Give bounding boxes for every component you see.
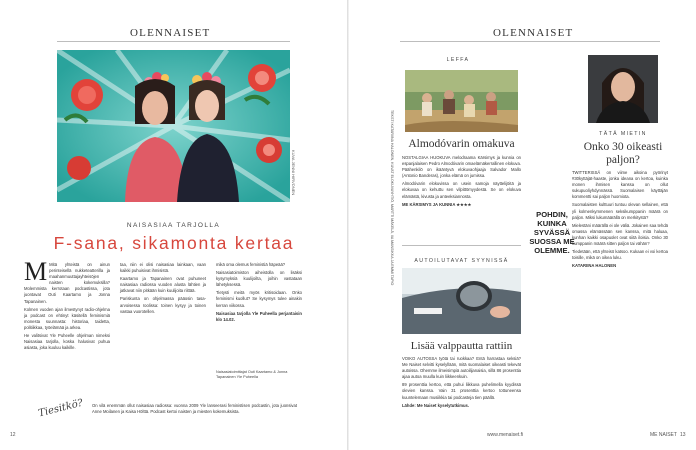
side-credit: TEKSTI KATARIINA HALONEN, KUVAT ELOKUVAYHTIÖ, MARTTI MÄKELÄ, IIA MANSIKKA JA EMMI TAPIO: [390, 110, 394, 286]
left-section-title: OLENNAISET: [130, 27, 211, 39]
columnist-portrait: [588, 55, 658, 123]
footer-url[interactable]: www.menaiset.fi: [487, 432, 524, 438]
paragraph: Kaartamo ja Tapanainen ovat puhuneet naisasiaa radiossa vuoden alusta lähtien ja jatkavat niin pitkään kuin kuulijoita riittää.: [120, 276, 206, 294]
paragraph: He valitsivat Yle Puheelle ohjelman nimeksi Naisasiaa tarjolla, koska halusivat puhua asiasta, joka kuuluu kaikille.: [24, 333, 110, 351]
right-section-title: OLENNAISET: [493, 27, 574, 39]
tiesitko-heading: Tiesitkö?: [37, 397, 85, 420]
paragraph: NOSTALGIAA HUOKUVA melodraama Kärsimys ja kunnia on espanjalaisen Pedro Almodóvarin omaelämäkerrallinen elokuva. Päähenkilö on ikääntyvä elokuvaohjaaja Salvador Mallo (Antonio Banderas), jonka elämä on jumissa.: [402, 155, 521, 179]
pull-quote: POHDIN, KUINKA SYVÄSSÄ SUOSSA ME OLEMME.: [529, 210, 575, 255]
article-kicker: NAISASIAA TARJOLLA: [126, 222, 221, 229]
paragraph: Lähde: Me Naiset kyselytutkimus.: [402, 402, 470, 408]
divider: [402, 245, 521, 246]
paragraph: Almodóvarin elokuvissa on usein samoja näyttelijöitä ja elokuvaa on kehuttu sen vilpittömyydestä. Se on elokuva elämästä, kivusta ja anteeksiannosta.: [402, 181, 521, 199]
tata-label: TÄTÄ MIETIN: [599, 131, 647, 137]
footer-magazine: ME NAISET: [650, 432, 677, 438]
article-column-1: [24, 257, 110, 353]
paragraph: Naisasiatoimiston aiheistolla on lisäksi kysymyksiä kuulijoilta, joihin vastataan lähetyksessä.: [216, 270, 302, 288]
paragraph: 89 prosenttia kertoo, että puhui liikkuva puhelimella kyydissä olevien kanssa. Vain 31 prosenttia kertoo tottuneensa kuuntelemaan musiikkia tai podcasteja tien päällä.: [402, 382, 521, 400]
auto-headline: Lisää valppautta rattiin: [410, 340, 513, 352]
hero-illustration: [57, 50, 290, 202]
tiesitko-text: On vilä enemmän ollut naisasiaa radiossa: vuonna 2009 Yle lanseerasi feministisen podcastin, jota juonsivat Anne Moilanen ja Kaisa Hölttä. Podcast kertoi naisten ja miesten kokemuksista.: [92, 403, 297, 415]
auto-label: AUTOILUTAVAT SYYNISSÄ: [414, 258, 509, 264]
hero-photo-credit: KUVA JENNI HIRVONEN: [291, 150, 296, 196]
paragraph: Tiedetään, että yhteisö katsoo. Kukaan ei voi kertoa toisille, mikä on oikea luku.: [572, 249, 668, 261]
paragraph: Mielestäni määrällä ei ole väliä. Jokainen saa tehdä omassa elämässään sen kanssa, mitä haluaa, kunhan kaikki osapuolet ovat siitä iloisia. Onko 30 kumppanin määrä sitten paljon tai vähän?: [572, 222, 668, 247]
paragraph: Naisasiaa tarjolla Yle Puheella perjantaisin klo 14.02.: [216, 310, 302, 322]
auto-body: [402, 356, 521, 411]
drop-cap: M: [24, 257, 48, 286]
tata-body: [572, 170, 668, 271]
leffa-scene: [405, 70, 518, 132]
right-section-rule: [400, 41, 660, 42]
auto-photo: [402, 268, 521, 334]
tata-headline: Onko 30 oikeasti paljon?: [583, 141, 663, 166]
paragraph: Pariskunta on ohjelmassa pääosin tasa-arvoisessa roolissa: toinen kysyy ja toinen vastaa vuorotellen.: [120, 296, 206, 314]
hero-photo: [57, 50, 290, 202]
paragraph: Kolmen vuoden ajan ilmestynyt radio-ohjelma ja podcast on ehtinyt käsitellä feminismiä monesta suunnasta: historiaa, taidetta, politiikkaa, työelämää ja arkea.: [24, 306, 110, 330]
article-headline: F-sana, sikamonta kertaa: [53, 233, 295, 253]
leffa-body: [402, 155, 521, 210]
auto-scene: [402, 268, 521, 334]
leffa-photo: [405, 70, 518, 132]
paragraph: VOIKO AUTOSSA työtä tai ruokkaa? Entä harrastaa seksiä? Me Naiset selvitti kyselyllään, mitä suomalaiset oikeasti tekevät autoissa. Ohemme ilmeisimpiä autoilijanaisia, sillä 86 prosenttia ajaa autoa muulla kuin liikkeenkuin.: [402, 356, 521, 380]
paragraph: Mitä yhteistä on ainun perinteisellä nukketeatterilla ja maahanmuuttajayhteisöjen naisten kokemuksilla? Molemmista kerrotaan podcastissa, jota juontavat Outi Kaartamo ja Jonna Tapanainen.: [24, 262, 110, 304]
left-page-number: 12: [10, 432, 16, 438]
left-section-rule: [57, 41, 290, 42]
article-column-3: [216, 262, 302, 325]
columnist-photo: [588, 55, 658, 123]
leffa-headline: Almodóvarin omakuva: [408, 138, 515, 150]
paragraph: TWITTERISSÄ on viime aikoina pyörinyt #30kyttäjät-haaste, jonka ideana on kertoa, kuinka monen ihmisen kanssa on ollut sukupuoliyhdynnässä. Suomalaisen käyttäjän kommentti sai paljon huomiota.: [572, 170, 668, 200]
spread-gutter: [347, 0, 349, 450]
leffa-label: LEFFA: [446, 57, 470, 63]
paragraph: Suomalaisten kulttuuri tuntuu olevan sellainen, että yli kolmenkymmenen seksikumppanin määrä on paljon. Miksi lukumäärällä on merkitystä?: [572, 202, 668, 220]
article-column-2: [120, 262, 206, 317]
photo-caption: Naisasiatoimittajat Outi Kaartamo & Jonna Tapanainen Yle Puheella: [216, 370, 288, 379]
paragraph: taa, niin ei olisi naisasiaa lainkaan, vaan kaikki puhuisivat ihmisistä.: [120, 262, 206, 274]
paragraph: mikä oma olemus feministiä häpeää?: [216, 262, 286, 267]
signature: KATARIINA HALONEN: [572, 263, 617, 269]
right-page-number: 13: [680, 432, 686, 438]
paragraph: ME KÄRSIMYS JA KUNNIA ★★★★: [402, 201, 472, 207]
paragraph: Tietysti meitä myös kritisoidaan. Onko feminismi kuollut? Se kysymys tulee ainakin kerran viikossa.: [216, 290, 302, 308]
